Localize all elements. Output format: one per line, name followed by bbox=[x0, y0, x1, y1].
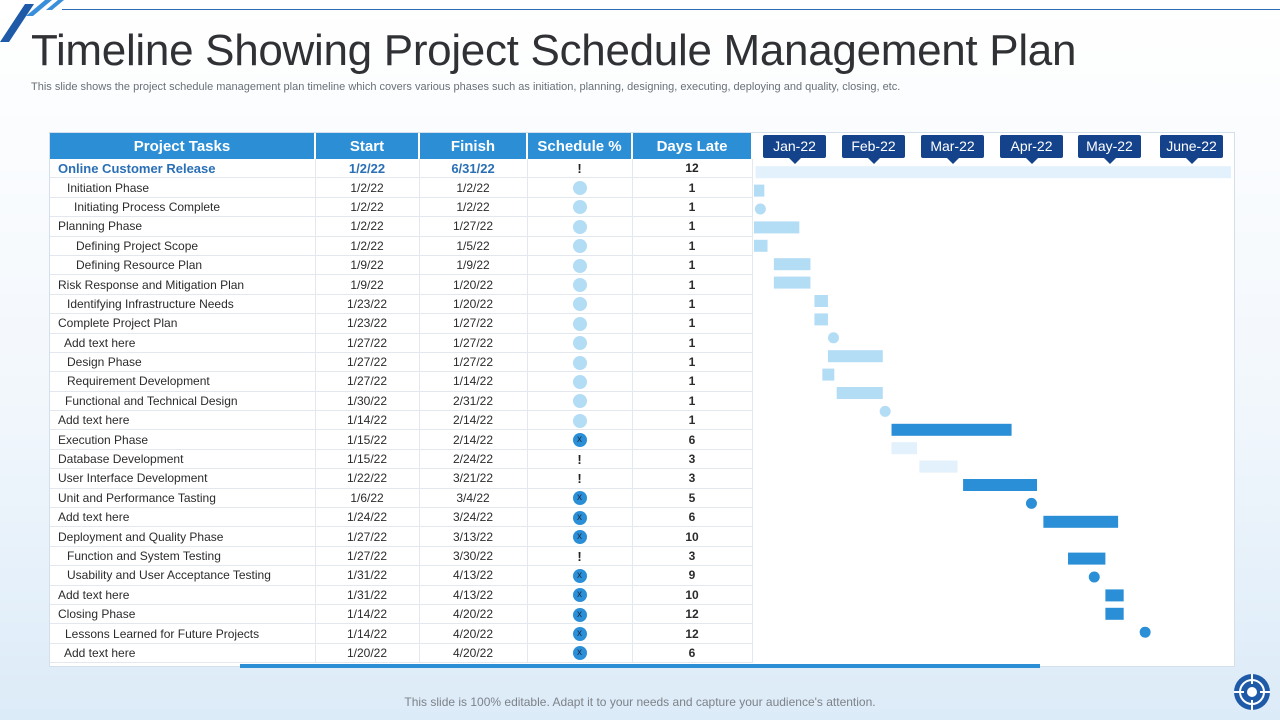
late-icon: x bbox=[573, 433, 587, 447]
task-finish: 1/27/22 bbox=[419, 217, 527, 236]
task-bar bbox=[814, 295, 828, 307]
task-start: 1/6/22 bbox=[315, 488, 419, 507]
days-late: 3 bbox=[632, 469, 752, 488]
milestone-dot bbox=[1026, 498, 1037, 509]
late-icon: x bbox=[573, 511, 587, 525]
warning-icon: ! bbox=[577, 160, 582, 176]
days-late: 1 bbox=[632, 275, 752, 294]
task-name: Complete Project Plan bbox=[50, 314, 315, 333]
days-late: 1 bbox=[632, 197, 752, 216]
task-finish: 1/27/22 bbox=[419, 333, 527, 352]
days-late: 12 bbox=[632, 604, 752, 623]
horizontal-scrollbar[interactable] bbox=[240, 664, 1040, 668]
task-start: 1/2/22 bbox=[315, 178, 419, 197]
days-late: 1 bbox=[632, 217, 752, 236]
task-name: Planning Phase bbox=[50, 217, 315, 236]
task-finish: 4/13/22 bbox=[419, 566, 527, 585]
days-late: 10 bbox=[632, 585, 752, 604]
task-finish: 1/2/22 bbox=[419, 178, 527, 197]
task-finish: 1/27/22 bbox=[419, 352, 527, 371]
task-name: Usability and User Acceptance Testing bbox=[50, 566, 315, 585]
month-label-mar: Mar-22 bbox=[921, 135, 984, 158]
days-late: 6 bbox=[632, 430, 752, 449]
task-finish: 1/20/22 bbox=[419, 294, 527, 313]
task-finish: 1/5/22 bbox=[419, 236, 527, 255]
footer-note: This slide is 100% editable. Adapt it to your needs and capture your audience's attention. bbox=[404, 695, 876, 709]
task-start: 1/24/22 bbox=[315, 508, 419, 527]
task-name: Execution Phase bbox=[50, 430, 315, 449]
task-name: Add text here bbox=[50, 333, 315, 352]
task-start: 1/23/22 bbox=[315, 314, 419, 333]
task-name: Online Customer Release bbox=[50, 159, 315, 178]
task-name: Identifying Infrastructure Needs bbox=[50, 294, 315, 313]
task-name: Add text here bbox=[50, 411, 315, 430]
header-days-late: Days Late bbox=[632, 133, 752, 159]
task-bar bbox=[1068, 553, 1105, 565]
task-bar bbox=[919, 461, 957, 473]
task-name: Defining Resource Plan bbox=[50, 255, 315, 274]
task-name: Initiation Phase bbox=[50, 178, 315, 197]
days-late: 6 bbox=[632, 643, 752, 662]
task-finish: 2/31/22 bbox=[419, 391, 527, 410]
task-bar bbox=[1105, 589, 1123, 601]
task-start: 1/27/22 bbox=[315, 527, 419, 546]
task-name: Add text here bbox=[50, 643, 315, 662]
task-start: 1/27/22 bbox=[315, 546, 419, 565]
task-bar bbox=[837, 387, 883, 399]
milestone-dot bbox=[755, 204, 766, 215]
late-icon: x bbox=[573, 530, 587, 544]
task-finish: 4/20/22 bbox=[419, 624, 527, 643]
days-late: 10 bbox=[632, 527, 752, 546]
task-start: 1/15/22 bbox=[315, 430, 419, 449]
task-finish: 1/14/22 bbox=[419, 372, 527, 391]
task-name: Deployment and Quality Phase bbox=[50, 527, 315, 546]
days-late: 1 bbox=[632, 352, 752, 371]
task-start: 1/2/22 bbox=[315, 217, 419, 236]
task-finish: 1/2/22 bbox=[419, 197, 527, 216]
task-finish: 3/4/22 bbox=[419, 488, 527, 507]
days-late: 1 bbox=[632, 255, 752, 274]
task-bar bbox=[1043, 516, 1118, 528]
task-start: 1/15/22 bbox=[315, 449, 419, 468]
task-name: Add text here bbox=[50, 508, 315, 527]
page-subtitle: This slide shows the project schedule management plan timeline which covers various phases such as initiation, planning, designing, executing, deploying and quality, closing, etc. bbox=[31, 81, 901, 93]
task-bar bbox=[756, 166, 1231, 178]
warning-icon: ! bbox=[577, 451, 582, 467]
month-label-apr: Apr-22 bbox=[1000, 135, 1063, 158]
warning-icon: ! bbox=[577, 548, 582, 564]
milestone-dot bbox=[1140, 627, 1151, 638]
days-late: 12 bbox=[632, 159, 752, 178]
days-late: 3 bbox=[632, 546, 752, 565]
task-finish: 2/14/22 bbox=[419, 411, 527, 430]
task-bar bbox=[822, 369, 834, 381]
task-bar bbox=[754, 240, 768, 252]
milestone-dot bbox=[1089, 572, 1100, 583]
warning-icon: ! bbox=[577, 470, 582, 486]
task-bar bbox=[754, 185, 764, 197]
task-start: 1/23/22 bbox=[315, 294, 419, 313]
task-bar bbox=[774, 258, 811, 270]
task-name: Initiating Process Complete bbox=[50, 197, 315, 216]
task-finish: 1/20/22 bbox=[419, 275, 527, 294]
task-bar bbox=[828, 350, 883, 362]
days-late: 1 bbox=[632, 391, 752, 410]
late-icon: x bbox=[573, 627, 587, 641]
milestone-dot bbox=[828, 332, 839, 343]
task-bar bbox=[754, 221, 799, 233]
task-name: Risk Response and Mitigation Plan bbox=[50, 275, 315, 294]
task-finish: 4/20/22 bbox=[419, 643, 527, 662]
task-bar bbox=[892, 424, 1012, 436]
task-finish: 6/31/22 bbox=[419, 159, 527, 178]
days-late: 1 bbox=[632, 294, 752, 313]
task-finish: 2/14/22 bbox=[419, 430, 527, 449]
task-name: Defining Project Scope bbox=[50, 236, 315, 255]
task-finish: 3/21/22 bbox=[419, 469, 527, 488]
task-finish: 3/30/22 bbox=[419, 546, 527, 565]
header-start: Start bbox=[315, 133, 419, 159]
days-late: 6 bbox=[632, 508, 752, 527]
task-name: Add text here bbox=[50, 585, 315, 604]
task-start: 1/27/22 bbox=[315, 372, 419, 391]
task-bar bbox=[814, 313, 828, 325]
task-start: 1/31/22 bbox=[315, 585, 419, 604]
task-start: 1/27/22 bbox=[315, 333, 419, 352]
days-late: 5 bbox=[632, 488, 752, 507]
days-late: 1 bbox=[632, 178, 752, 197]
task-finish: 1/9/22 bbox=[419, 255, 527, 274]
task-name: Unit and Performance Tasting bbox=[50, 488, 315, 507]
milestone-dot bbox=[880, 406, 891, 417]
task-name: Function and System Testing bbox=[50, 546, 315, 565]
task-start: 1/20/22 bbox=[315, 643, 419, 662]
days-late: 1 bbox=[632, 236, 752, 255]
task-start: 1/22/22 bbox=[315, 469, 419, 488]
days-late: 12 bbox=[632, 624, 752, 643]
task-finish: 4/13/22 bbox=[419, 585, 527, 604]
month-label-june: June-22 bbox=[1160, 135, 1223, 158]
month-label-feb: Feb-22 bbox=[842, 135, 905, 158]
task-start: 1/14/22 bbox=[315, 604, 419, 623]
late-icon: x bbox=[573, 608, 587, 622]
task-finish: 2/24/22 bbox=[419, 449, 527, 468]
task-start: 1/2/22 bbox=[315, 159, 419, 178]
days-late: 1 bbox=[632, 411, 752, 430]
days-late: 1 bbox=[632, 314, 752, 333]
task-start: 1/14/22 bbox=[315, 411, 419, 430]
task-bar bbox=[1105, 608, 1123, 620]
days-late: 1 bbox=[632, 372, 752, 391]
task-finish: 3/13/22 bbox=[419, 527, 527, 546]
task-name: Closing Phase bbox=[50, 604, 315, 623]
header-finish: Finish bbox=[419, 133, 527, 159]
task-name: Design Phase bbox=[50, 352, 315, 371]
late-icon: x bbox=[573, 569, 587, 583]
task-start: 1/14/22 bbox=[315, 624, 419, 643]
task-bar bbox=[892, 442, 917, 454]
task-start: 1/9/22 bbox=[315, 275, 419, 294]
task-name: Lessons Learned for Future Projects bbox=[50, 624, 315, 643]
task-start: 1/27/22 bbox=[315, 352, 419, 371]
late-icon: x bbox=[573, 491, 587, 505]
task-finish: 1/27/22 bbox=[419, 314, 527, 333]
days-late: 3 bbox=[632, 449, 752, 468]
task-bar bbox=[963, 479, 1037, 491]
header-project-tasks: Project Tasks bbox=[50, 133, 315, 159]
task-name: User Interface Development bbox=[50, 469, 315, 488]
task-name: Requirement Development bbox=[50, 372, 315, 391]
task-start: 1/30/22 bbox=[315, 391, 419, 410]
task-bar bbox=[774, 277, 811, 289]
late-icon: x bbox=[573, 646, 587, 660]
task-start: 1/31/22 bbox=[315, 566, 419, 585]
task-finish: 3/24/22 bbox=[419, 508, 527, 527]
late-icon: x bbox=[573, 588, 587, 602]
task-start: 1/2/22 bbox=[315, 197, 419, 216]
task-start: 1/2/22 bbox=[315, 236, 419, 255]
target-logo-icon bbox=[1232, 672, 1272, 712]
month-label-may: May-22 bbox=[1078, 135, 1141, 158]
days-late: 9 bbox=[632, 566, 752, 585]
task-finish: 4/20/22 bbox=[419, 604, 527, 623]
header-schedule: Schedule % bbox=[527, 133, 632, 159]
month-label-jan: Jan-22 bbox=[763, 135, 826, 158]
task-name: Functional and Technical Design bbox=[50, 391, 315, 410]
days-late: 1 bbox=[632, 333, 752, 352]
task-start: 1/9/22 bbox=[315, 255, 419, 274]
page-title: Timeline Showing Project Schedule Management Plan bbox=[31, 26, 1077, 75]
task-name: Database Development bbox=[50, 449, 315, 468]
